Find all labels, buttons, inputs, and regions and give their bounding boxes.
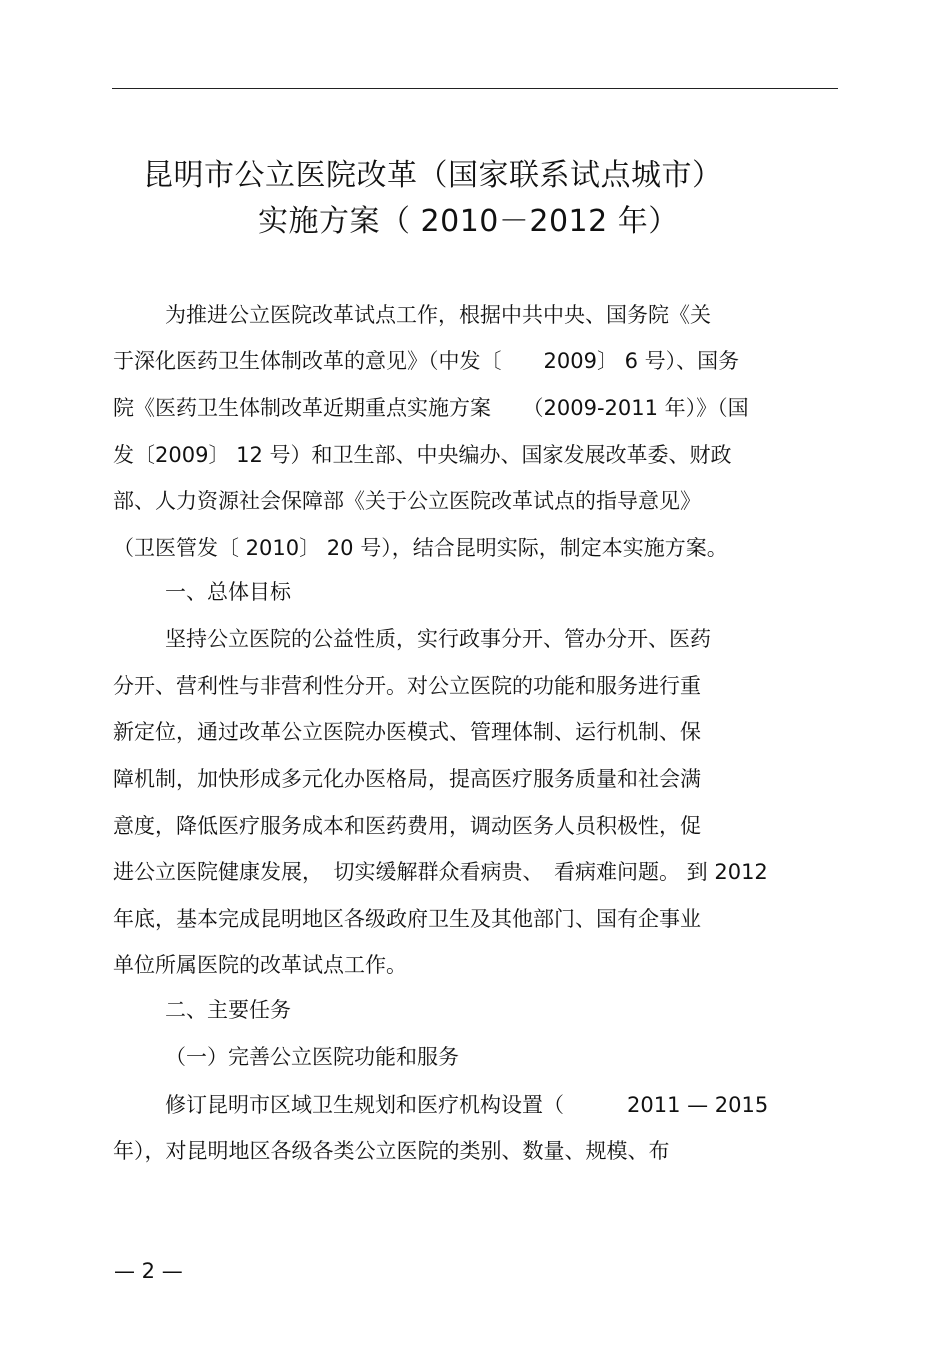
body-line: 新定位，通过改革公立医院办医模式、管理体制、运行机制、保	[113, 720, 701, 744]
section-heading: 一、总体目标	[165, 580, 291, 604]
body-line: 障机制，加快形成多元化办医格局，提高医疗服务质量和社会满	[113, 767, 701, 791]
page-number: — 2 —	[114, 1259, 183, 1283]
body-line: 为推进公立医院改革试点工作，根据中共中央、国务院《关	[165, 303, 711, 327]
body-line: 部、人力资源社会保障部《关于公立医院改革试点的指导意见》	[113, 489, 701, 513]
body-line: 发〔2009〕 12 号）和卫生部、中央编办、国家发展改革委、财政	[113, 443, 732, 467]
body-line: 单位所属医院的改革试点工作。	[113, 953, 407, 977]
body-line: 进公立医院健康发展， 切实缓解群众看病贵、 看病难问题。 到 2012	[113, 860, 768, 884]
body-line: （卫医管发〔 2010〕 20 号），结合昆明实际，制定本实施方案。	[113, 536, 728, 560]
body-line: 意度，降低医疗服务成本和医药费用，调动医务人员积极性，促	[113, 814, 701, 838]
document-title-line-1: 昆明市公立医院改革（国家联系试点城市）	[143, 158, 723, 193]
body-line: 年），对昆明地区各级各类公立医院的类别、数量、规模、布	[113, 1139, 670, 1163]
subsection-heading: （一）完善公立医院功能和服务	[165, 1045, 459, 1069]
body-line: 分开、营利性与非营利性分开。对公立医院的功能和服务进行重	[113, 674, 701, 698]
document-title-line-2: 实施方案（ 2010－2012 年）	[258, 204, 679, 239]
header-rule	[112, 88, 838, 89]
body-line: 年底，基本完成昆明地区各级政府卫生及其他部门、国有企事业	[113, 907, 701, 931]
body-line: 于深化医药卫生体制改革的意见》（中发〔 2009〕 6 号）、国务	[113, 349, 740, 373]
body-line: 修订昆明市区域卫生规划和医疗机构设置（ 2011 — 2015	[165, 1093, 769, 1117]
body-line: 院《医药卫生体制改革近期重点实施方案 （2009-2011 年）》（国	[113, 396, 749, 420]
body-line: 坚持公立医院的公益性质，实行政事分开、管办分开、医药	[165, 627, 711, 651]
section-heading: 二、主要任务	[165, 998, 291, 1022]
